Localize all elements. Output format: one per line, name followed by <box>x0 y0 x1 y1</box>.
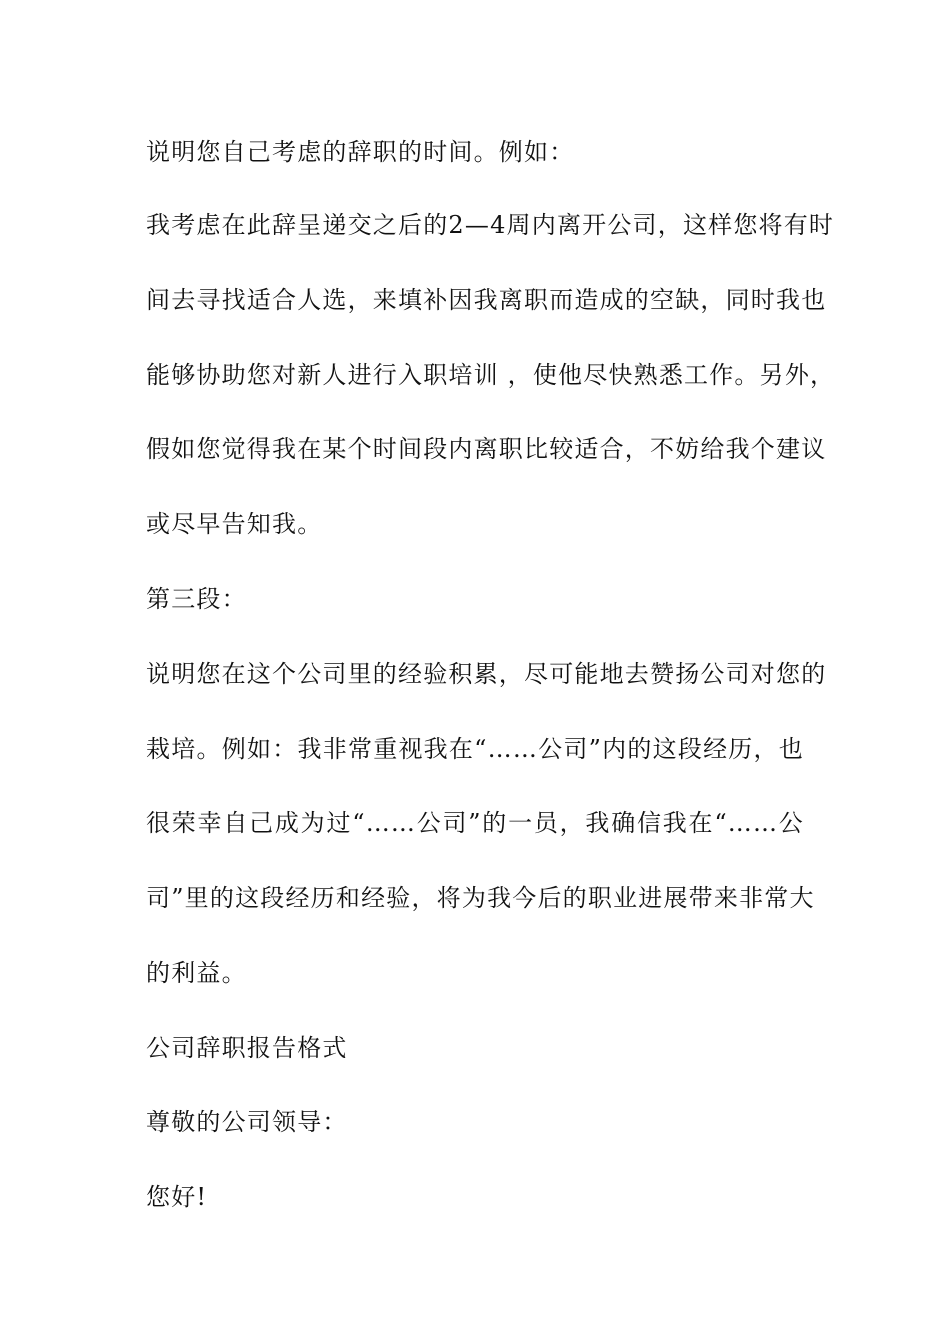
section-heading-third: 第三段： <box>146 585 247 613</box>
text-line-1: 说明您自己考虑的辞职的时间。例如： <box>146 138 575 166</box>
text-line-8: 说明您在这个公司里的经验积累，尽可能地去赞扬公司对您的 <box>146 660 827 688</box>
text-line-2: 我考虑在此辞呈递交之后的2—4周内离开公司，这样您将有时 <box>146 211 835 239</box>
text-line-3: 间去寻找适合人选，来填补因我离职而造成的空缺，同时我也 <box>146 286 827 314</box>
text-line-10: 很荣幸自己成为过“……公司”的一员，我确信我在“……公 <box>146 809 804 837</box>
text-line-11: 司”里的这段经历和经验，将为我今后的职业进展带来非常大 <box>146 884 815 912</box>
text-line-6: 或尽早告知我。 <box>146 510 323 538</box>
text-line-12: 的利益。 <box>146 959 247 987</box>
section-heading-format: 公司辞职报告格式 <box>146 1034 348 1062</box>
text-line-4: 能够协助您对新人进行入职培训 ，使他尽快熟悉工作。另外， <box>146 361 836 389</box>
greeting: 您好! <box>146 1183 208 1211</box>
salutation: 尊敬的公司领导： <box>146 1108 348 1136</box>
text-line-5: 假如您觉得我在某个时间段内离职比较适合，不妨给我个建议 <box>146 435 827 463</box>
text-line-9: 栽培。例如：我非常重视我在“……公司”内的这段经历，也 <box>146 735 804 763</box>
